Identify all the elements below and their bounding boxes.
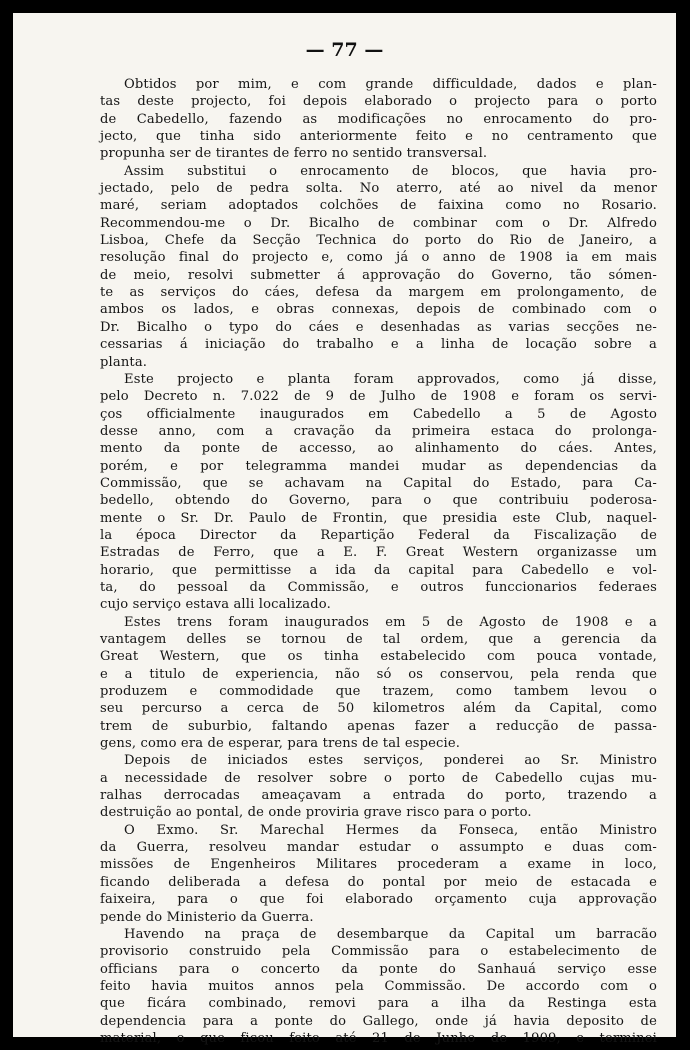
text-line: resolução final do projecto e, como já o anno de 1908 ia em mais [100, 250, 657, 266]
text-line: Recommendou-me o Dr. Bicalho de combinar com o Dr. Alfredo [100, 215, 657, 231]
text-line: ficando deliberada a defesa do pontal por meio de estacada e [100, 874, 657, 890]
text-line: cessarias á iniciação do trabalho e a linha de locação sobre a [100, 337, 657, 353]
text-line: dependencia para a ponte do Gallego, onde já havia deposito de [100, 1013, 657, 1029]
text-line: ralhas derrocadas ameaçavam a entrada do porto, trazendo a [100, 788, 657, 804]
text-line: destruição ao pontal, de onde proviria grave risco para o porto. [100, 805, 532, 821]
page-number: — 77 — [305, 39, 384, 61]
text-line: maré, seriam adoptados colchões de faixina como no Rosario. [100, 198, 657, 214]
text-line: faixeira, para o que foi elaborado orçamento cuja approvação [100, 892, 657, 908]
text-line: pelo Decreto n. 7.022 de 9 de Julho de 1908 e foram os servi- [100, 389, 657, 405]
text-line: Commissão, que se achavam na Capital do Estado, para Ca- [100, 475, 657, 491]
text-line: Obtidos por mim, e com grande difficuldade, dados e plan- [124, 77, 657, 92]
text-line: feito havia muitos annos pela Commissão. De accordo com o [100, 978, 657, 994]
text-line: Estes trens foram inaugurados em 5 de Agosto de 1908 e a [124, 614, 657, 630]
text-line: e a titulo de experiencia, não só os conservou, pela renda que [100, 666, 657, 682]
text-line: mento da ponte de accesso, ao alinhamento do cáes. Antes, [100, 441, 657, 457]
text-line: horario, que permittisse a ida da capital para Cabedello e vol- [100, 562, 657, 578]
text-line: te as serviços do cáes, defesa da margem em prolongamento, de [100, 285, 657, 301]
text-line: produzem e commodidade que trazem, como tambem levou o [100, 684, 657, 700]
text-line: pende do Ministerio da Guerra. [100, 909, 314, 925]
text-line: officians para o concerto da ponte do Sanhauá serviço esse [100, 961, 657, 977]
text-line: a necessidade de resolver sobre o porto de Cabedello cujas mu- [100, 770, 657, 786]
text-line: Great Western, que os tinha estabelecido com pouca vontade, [100, 649, 657, 665]
document-page [13, 13, 676, 1046]
text-line: desse anno, com a cravação da primeira estaca do prolonga- [100, 423, 657, 439]
text-line: tas deste projecto, foi depois elaborado o projecto para o porto [100, 94, 657, 110]
text-line: da Guerra, resolveu mandar estudar o assumpto e duas com- [100, 840, 657, 856]
text-line: missões de Engenheiros Militares procederam a exame in loco, [100, 857, 657, 873]
text-line: O Exmo. Sr. Marechal Hermes da Fonseca, então Ministro [124, 822, 657, 838]
text-line: jecto, que tinha sido anteriormente feito e no centramento que [100, 129, 657, 145]
text-line: jectado, pelo de pedra solta. No aterro, até ao nivel da menor [100, 181, 657, 197]
text-line: bedello, obtendo do Governo, para o que contribuiu poderosa- [100, 493, 657, 509]
text-line: Lisboa, Chefe da Secção Technica do porto do Rio de Janeiro, a [100, 233, 657, 249]
text-line: gens, como era de esperar, para trens de tal especie. [100, 736, 461, 752]
text-line: ta, do pessoal da Commissão, e outros funccionarios federaes [100, 579, 657, 595]
text-line: ambos os lados, e obras connexas, depois de combinado com o [100, 302, 657, 318]
text-line: Assim substitui o enrocamento de blocos, que havia pro- [124, 163, 657, 179]
text-line: cujo serviço estava alli localizado. [100, 597, 331, 613]
text-line: propunha ser de tirantes de ferro no sentido transversal. [100, 146, 488, 162]
text-line: que ficára combinado, removi para a ilha da Restinga esta [100, 996, 657, 1012]
text-line: Havendo na praça de desembarque da Capital um barracão [124, 926, 657, 942]
text-line: la época Director da Repartição Federal da Fiscalização de [100, 527, 657, 543]
text-line: de meio, resolvi submetter á approvação do Governo, tão sómen- [100, 267, 657, 283]
text-line: vantagem delles se tornou de tal ordem, que a gerencia da [100, 632, 657, 647]
text-line: mente o Sr. Dr. Paulo de Frontin, que presidia este Club, naquel- [100, 510, 657, 526]
text-line: de Cabedello, fazendo as modificações no enrocamento do pro- [100, 111, 657, 127]
text-line: Estradas de Ferro, que a E. F. Great Western organizasse um [100, 545, 657, 561]
text-line: Depois de iniciados estes serviços, ponderei ao Sr. Ministro [124, 753, 657, 769]
text-line: Este projecto e planta foram approvados, como já disse, [124, 371, 657, 387]
text-line: material, o que ficou feito até 21 de Junho de 1909, e terminei [100, 1030, 657, 1046]
body-text [100, 76, 657, 1047]
text-line: trem de suburbio, faltando apenas fazer a reducção de passa- [100, 718, 657, 734]
text-line: planta. [100, 354, 148, 370]
text-line: provisorio construido pela Commissão para o estabelecimento de [100, 944, 657, 960]
text-line: Dr. Bicalho o typo do cáes e desenhadas as varias secções ne- [100, 319, 657, 335]
text-line: seu percurso a cerca de 50 kilometros além da Capital, como [100, 701, 657, 717]
text-line: porém, e por telegramma mandei mudar as dependencias da [100, 458, 657, 474]
text-line: ços officialmente inaugurados em Cabedello a 5 de Agosto [100, 406, 657, 422]
